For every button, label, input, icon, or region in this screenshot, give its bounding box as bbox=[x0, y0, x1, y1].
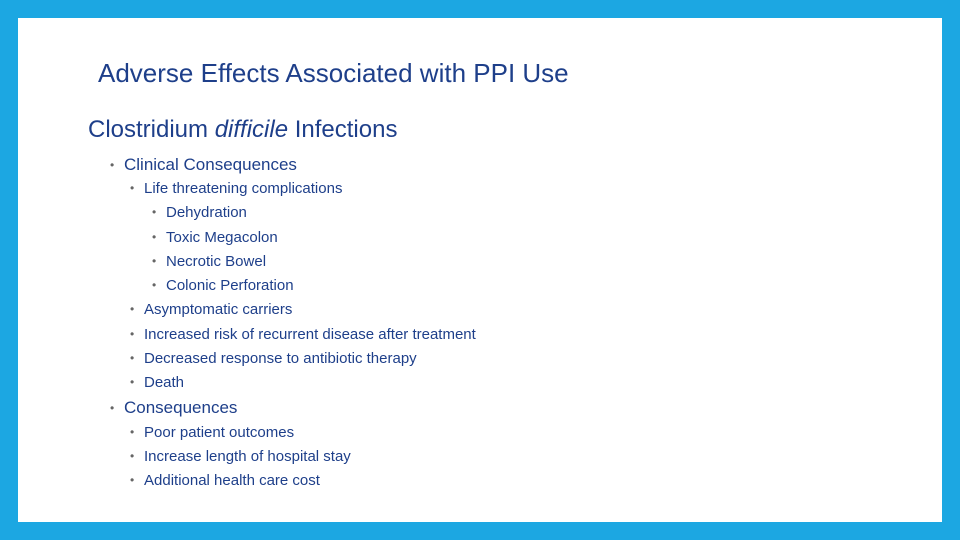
list-item-section-1 bbox=[110, 155, 297, 175]
bullet-icon: • bbox=[152, 278, 157, 293]
list-item-text: Necrotic Bowel bbox=[166, 253, 267, 270]
list-item bbox=[130, 448, 351, 465]
section-heading: Clinical Consequences bbox=[124, 155, 297, 174]
section-heading: Consequences bbox=[124, 398, 238, 417]
subtitle-italic: difficile bbox=[214, 116, 289, 143]
list-item bbox=[152, 277, 294, 294]
bullet-icon: • bbox=[130, 473, 135, 488]
list-item bbox=[130, 472, 320, 489]
list-item bbox=[152, 204, 247, 221]
list-item bbox=[130, 424, 294, 441]
list-item bbox=[130, 350, 417, 367]
bullet-icon: • bbox=[130, 375, 135, 390]
list-item-text: Additional health care cost bbox=[144, 472, 320, 489]
bullet-icon: • bbox=[130, 449, 135, 464]
list-item bbox=[130, 301, 292, 318]
bullet-icon: • bbox=[152, 230, 157, 245]
bullet-icon: • bbox=[130, 425, 135, 440]
bullet-icon: • bbox=[110, 400, 115, 415]
list-item-text: Poor patient outcomes bbox=[144, 424, 295, 441]
list-item-text: Life threatening complications bbox=[144, 180, 343, 197]
slide-title: Adverse Effects Associated with PPI Use bbox=[98, 58, 569, 88]
list-item-text: Decreased response to antibiotic therapy bbox=[144, 350, 417, 367]
list-item-text: Increased risk of recurrent disease after treatment bbox=[144, 326, 476, 343]
bullet-icon: • bbox=[130, 181, 135, 196]
list-item-text: Death bbox=[144, 374, 185, 391]
bullet-icon: • bbox=[152, 254, 157, 269]
bullet-icon: • bbox=[152, 205, 157, 220]
subtitle-prefix: Clostridium bbox=[88, 116, 215, 143]
list-item bbox=[130, 326, 476, 343]
list-item bbox=[152, 229, 278, 246]
list-item-text: Toxic Megacolon bbox=[166, 229, 278, 246]
list-item-text: Dehydration bbox=[166, 204, 247, 221]
subtitle-suffix: Infections bbox=[288, 116, 398, 143]
bullet-icon: • bbox=[130, 351, 135, 366]
bullet-icon: • bbox=[130, 302, 135, 317]
slide-subtitle bbox=[88, 116, 397, 144]
list-item-text: Asymptomatic carriers bbox=[144, 301, 293, 318]
bullet-icon: • bbox=[110, 157, 115, 172]
bullet-icon: • bbox=[130, 327, 135, 342]
list-item-section-2 bbox=[110, 398, 237, 418]
list-item bbox=[152, 253, 266, 270]
slide bbox=[18, 18, 942, 522]
list-item-text: Increase length of hospital stay bbox=[144, 448, 351, 465]
list-item bbox=[130, 374, 184, 391]
list-item bbox=[130, 180, 342, 197]
list-item-text: Colonic Perforation bbox=[166, 277, 294, 294]
